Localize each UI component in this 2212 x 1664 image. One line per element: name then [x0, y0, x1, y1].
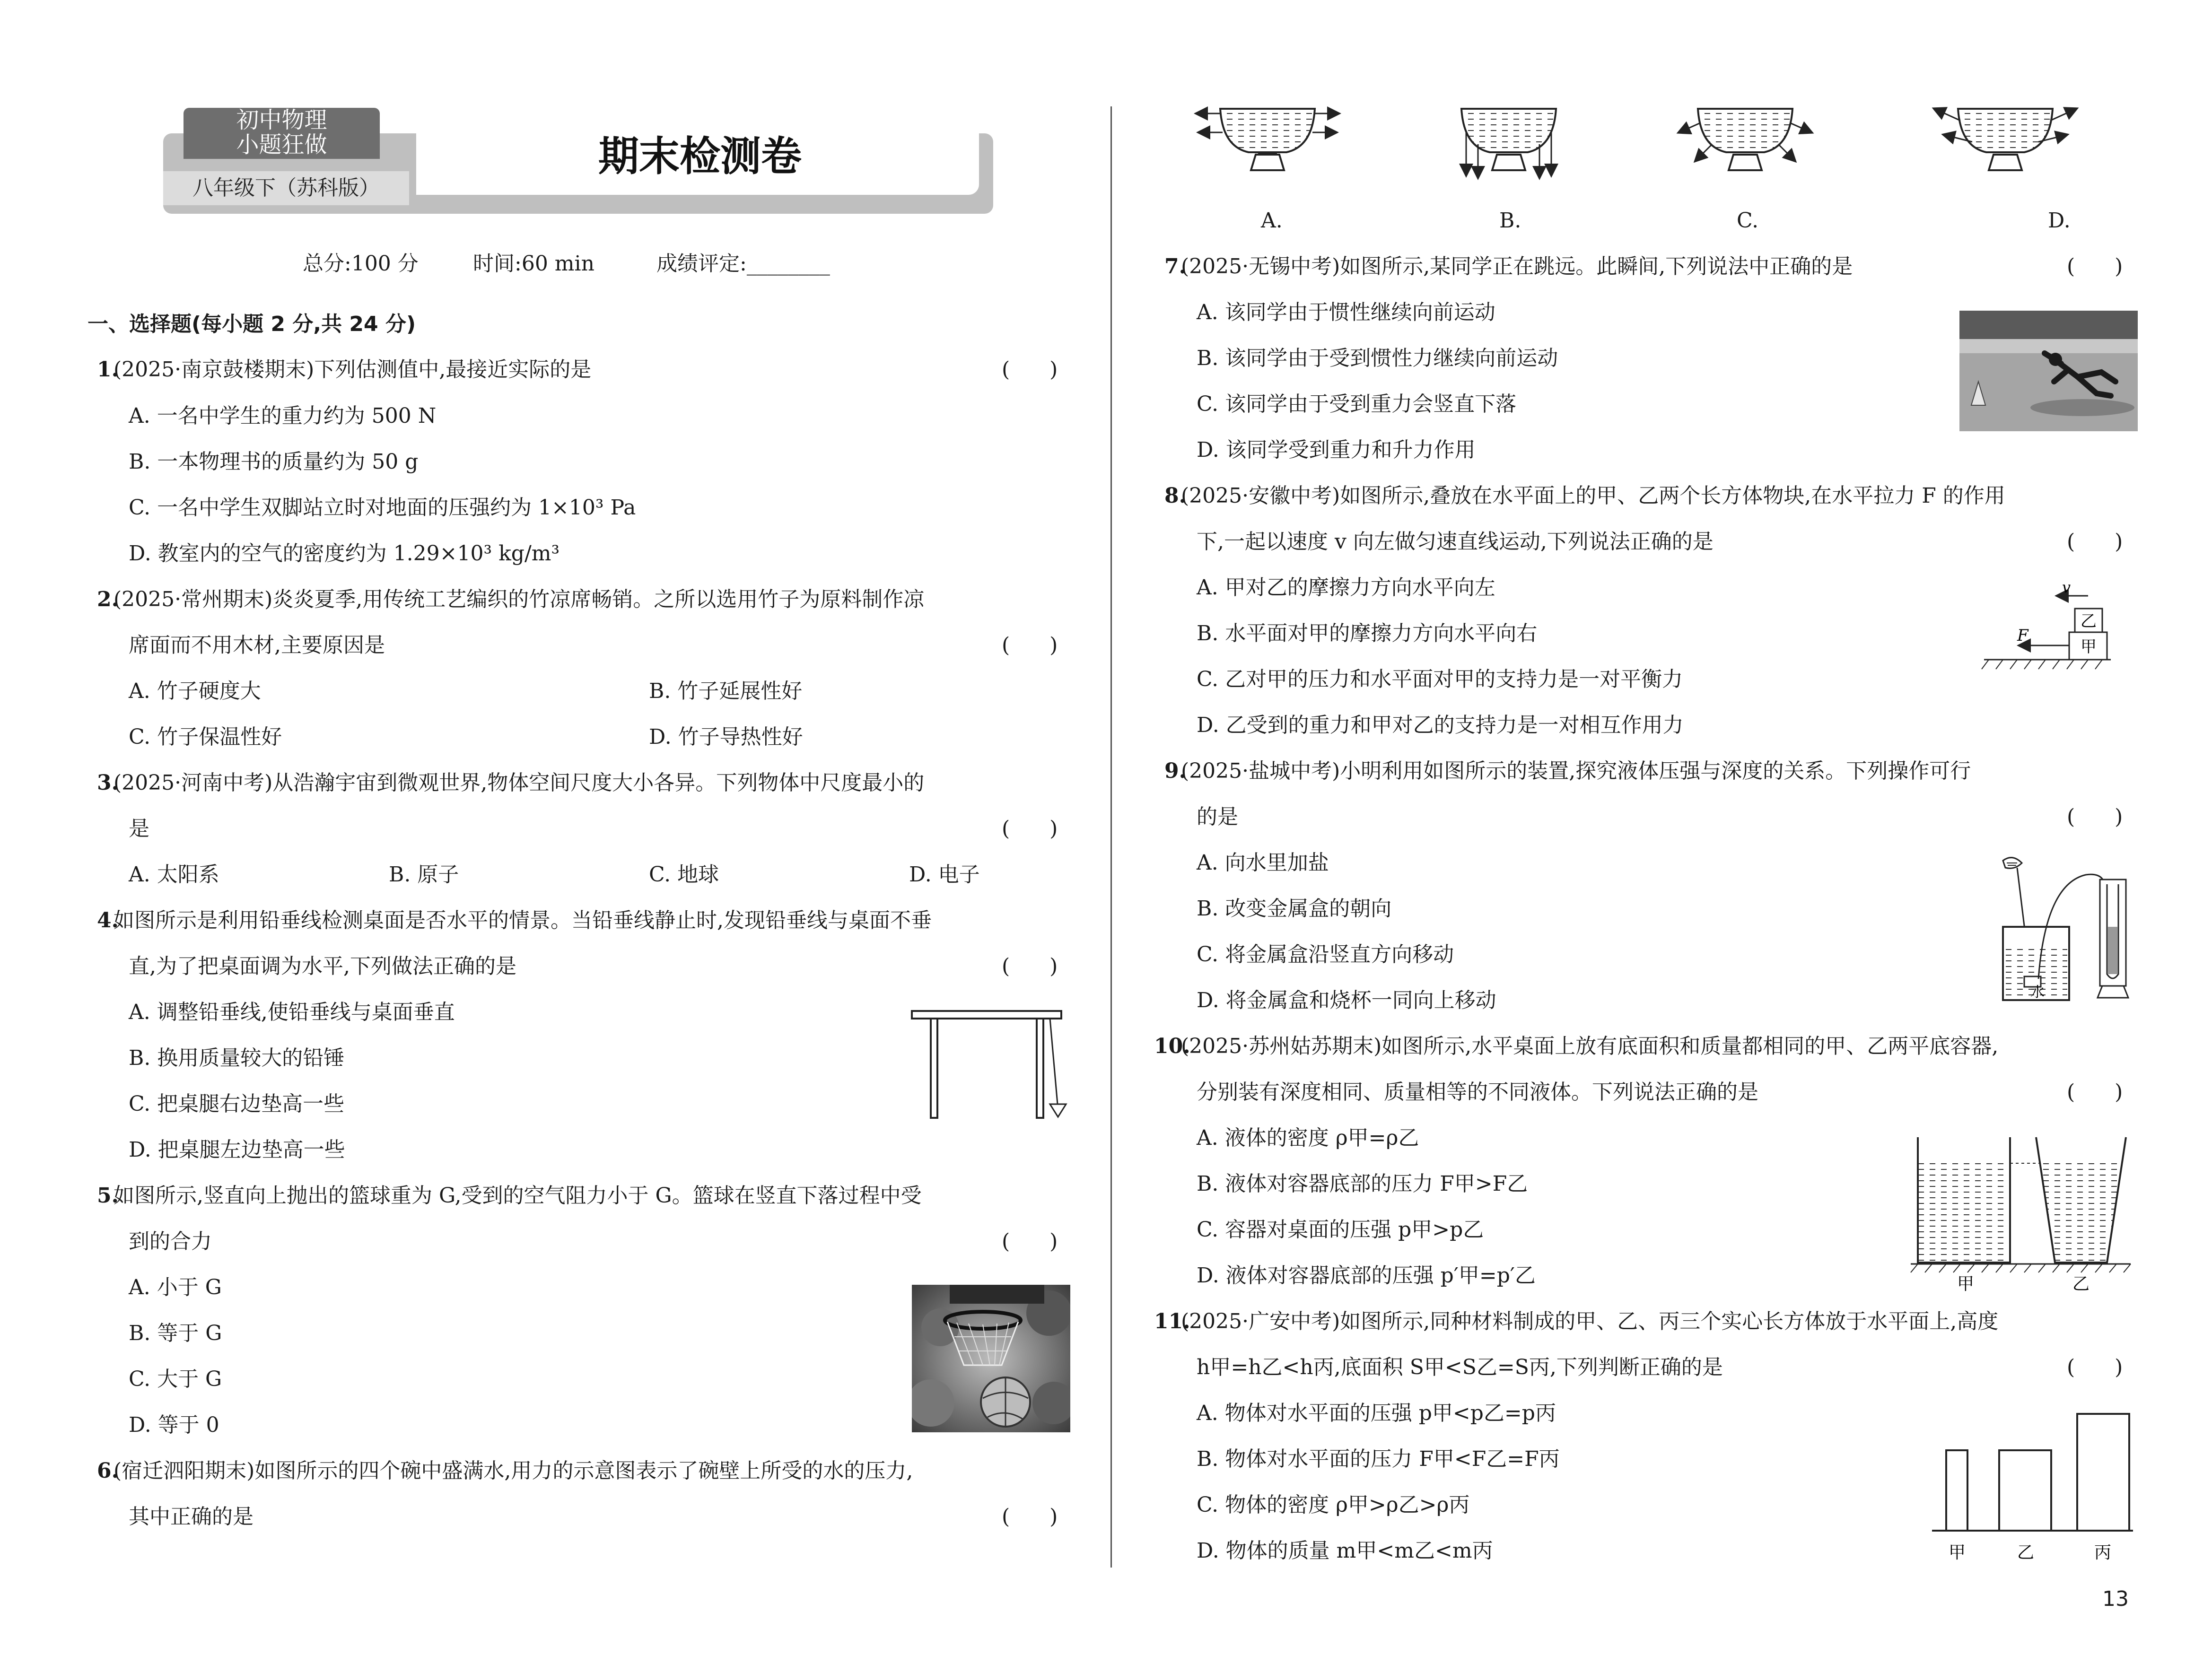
- q7-option-d: D. 该同学受到重力和升力作用: [1197, 438, 1476, 462]
- q8-option-d: D. 乙受到的重力和甲对乙的支持力是一对相互作用力: [1197, 713, 1684, 737]
- q8-option-c: C. 乙对甲的压力和水平面对甲的支持力是一对平衡力: [1197, 667, 1683, 691]
- q10-option-c: C. 容器对桌面的压强 p甲>p乙: [1197, 1218, 1484, 1242]
- q7-option-b: B. 该同学由于受到惯性力继续向前运动: [1197, 346, 1558, 370]
- q8-fig-top: 乙: [2081, 612, 2097, 631]
- q10-option-b: B. 液体对容器底部的压力 F甲>F乙: [1197, 1172, 1528, 1196]
- q1-option-a: A. 一名中学生的重力约为 500 N: [129, 404, 437, 428]
- q8-fig-f: F: [2017, 626, 2028, 645]
- q8-option-b: B. 水平面对甲的摩擦力方向水平向右: [1197, 621, 1538, 645]
- q2-stem-line2: 席面而不用木材,主要原因是: [129, 633, 385, 657]
- q3-number: 3.: [97, 771, 119, 795]
- q3-stem-line2: 是: [129, 817, 149, 841]
- q10-stem-line1: (2025·苏州姑苏期末)如图所示,水平桌面上放有底面积和质量都相同的甲、乙两平底容器,: [1181, 1034, 1999, 1058]
- q7-answer-paren[interactable]: ( ): [2067, 254, 2123, 279]
- q5-option-a: A. 小于 G: [129, 1275, 222, 1299]
- grade-label: 八年级下（苏科版）: [163, 171, 409, 205]
- q6-stem-line2: 其中正确的是: [129, 1505, 254, 1529]
- q6-bowls-figure: [1192, 99, 2119, 194]
- q4-option-a: A. 调整铅垂线,使铅垂线与桌面垂直: [129, 1000, 455, 1024]
- q9-answer-paren[interactable]: ( ): [2067, 805, 2123, 829]
- series-line2: 小题狂做: [236, 131, 327, 158]
- q5-number: 5.: [97, 1184, 119, 1208]
- q5-stem-line2: 到的合力: [129, 1229, 212, 1254]
- q7-option-c: C. 该同学由于受到重力会竖直下落: [1197, 392, 1517, 416]
- q11-fig-label-1: 甲: [1949, 1543, 1966, 1562]
- q1-stem: (2025·南京鼓楼期末)下列估测值中,最接近实际的是: [114, 357, 592, 382]
- q9-option-a: A. 向水里加盐: [1197, 851, 1329, 875]
- q10-answer-paren[interactable]: ( ): [2067, 1080, 2123, 1104]
- q11-number: 11.: [1154, 1309, 1190, 1333]
- q9-option-d: D. 将金属盒和烧杯一同向上移动: [1197, 988, 1496, 1012]
- q8-number: 8.: [1164, 484, 1186, 508]
- q8-blocks-figure: [1970, 579, 2112, 676]
- column-divider: [1110, 106, 1112, 1568]
- bowl-d-icon: [1934, 109, 2076, 170]
- q8-stem-line2: 下,一起以速度 v 向左做匀速直线运动,下列说法正确的是: [1197, 530, 1714, 554]
- q9-stem-line2: 的是: [1197, 805, 1238, 829]
- q10-fig-right: 乙: [2072, 1274, 2090, 1293]
- q10-fig-left: 甲: [1957, 1274, 1975, 1293]
- q9-stem-line1: (2025·盐城中考)小明利用如图所示的装置,探究液体压强与深度的关系。下列操作可行: [1181, 759, 1971, 783]
- q11-stem-line2: h甲=h乙<h丙,底面积 S甲<S乙=S丙,下列判断正确的是: [1197, 1355, 1723, 1379]
- q11-option-a: A. 物体对水平面的压强 p甲<p乙=p丙: [1197, 1401, 1556, 1425]
- q4-number: 4.: [97, 908, 119, 932]
- meta-grade-eval: 成绩评定:________: [656, 252, 830, 276]
- q6-number: 6.: [97, 1459, 119, 1483]
- q5-option-d: D. 等于 0: [129, 1413, 219, 1437]
- q4-stem-line2: 直,为了把桌面调为水平,下列做法正确的是: [129, 954, 516, 978]
- bowl-b-icon: [1461, 109, 1556, 177]
- q9-fig-water: 水: [2030, 984, 2045, 1001]
- q8-fig-v: v: [2062, 579, 2071, 596]
- q3-option-d: D. 电子: [909, 862, 980, 887]
- q9-manometer-figure: [1993, 856, 2135, 1007]
- q2-option-b: B. 竹子延展性好: [649, 679, 803, 703]
- q9-option-b: B. 改变金属盒的朝向: [1197, 897, 1392, 921]
- q10-option-a: A. 液体的密度 ρ甲=ρ乙: [1197, 1126, 1419, 1150]
- q8-stem-line1: (2025·安徽中考)如图所示,叠放在水平面上的甲、乙两个长方体物块,在水平拉力 F 的作用: [1181, 484, 2005, 508]
- q4-table-plumb-figure: [908, 1007, 1069, 1125]
- q7-long-jump-photo: [1959, 311, 2138, 431]
- q6-label-d: D.: [2048, 209, 2071, 233]
- q4-option-c: C. 把桌腿右边垫高一些: [129, 1092, 345, 1116]
- q10-option-d: D. 液体对容器底部的压强 p′甲=p′乙: [1197, 1263, 1536, 1288]
- q6-label-a: A.: [1261, 209, 1283, 233]
- q8-fig-bottom: 甲: [2081, 637, 2097, 656]
- bowl-a-icon: [1197, 109, 1338, 170]
- q5-stem-line1: 如图所示,竖直向上抛出的篮球重为 G,受到的空气阻力小于 G。篮球在竖直下落过程中受: [114, 1184, 922, 1208]
- q2-option-a: A. 竹子硬度大: [129, 679, 261, 703]
- q3-option-b: B. 原子: [389, 862, 459, 887]
- q4-option-d: D. 把桌腿左边垫高一些: [129, 1138, 345, 1162]
- series-line1: 初中物理: [236, 107, 327, 133]
- meta-time: 时间:60 min: [473, 252, 595, 276]
- page-title: 期末检测卷: [598, 133, 802, 180]
- q5-answer-paren[interactable]: ( ): [1002, 1229, 1058, 1254]
- q7-stem: (2025·无锡中考)如图所示,某同学正在跳远。此瞬间,下列说法中正确的是: [1181, 254, 1853, 279]
- q1-option-d: D. 教室内的空气的密度约为 1.29×10³ kg/m³: [129, 541, 560, 566]
- q10-containers-figure: [1906, 1133, 2133, 1293]
- q3-option-c: C. 地球: [649, 862, 719, 887]
- page-number: 13: [2102, 1587, 2129, 1611]
- meta-total: 总分:100 分: [303, 252, 419, 276]
- q2-stem-line1: (2025·常州期末)炎炎夏季,用传统工艺编织的竹凉席畅销。之所以选用竹子为原料制作凉: [114, 587, 925, 611]
- q8-option-a: A. 甲对乙的摩擦力方向水平向左: [1197, 575, 1495, 600]
- q2-answer-paren[interactable]: ( ): [1002, 633, 1058, 657]
- section-heading: 一、选择题(每小题 2 分,共 24 分): [87, 312, 416, 336]
- series-badge: [184, 108, 380, 159]
- q6-label-c: C.: [1737, 209, 1759, 233]
- q11-option-d: D. 物体的质量 m甲<m乙<m丙: [1197, 1539, 1493, 1563]
- q10-number: 10.: [1154, 1034, 1190, 1058]
- q3-answer-paren[interactable]: ( ): [1002, 817, 1058, 841]
- q3-stem-line1: (2025·河南中考)从浩瀚宇宙到微观世界,物体空间尺度大小各异。下列物体中尺度最小的: [114, 771, 925, 795]
- q2-option-d: D. 竹子导热性好: [649, 725, 803, 749]
- q1-answer-paren[interactable]: ( ): [1002, 357, 1058, 382]
- q4-answer-paren[interactable]: ( ): [1002, 954, 1058, 978]
- q11-blocks-figure: [1925, 1407, 2133, 1570]
- q9-number: 9.: [1164, 759, 1186, 783]
- q2-option-c: C. 竹子保温性好: [129, 725, 282, 749]
- q10-stem-line2: 分别装有深度相同、质量相等的不同液体。下列说法正确的是: [1197, 1080, 1758, 1104]
- q6-label-b: B.: [1499, 209, 1521, 233]
- q7-number: 7.: [1164, 254, 1186, 279]
- bowl-c-icon: [1679, 109, 1811, 170]
- q11-stem-line1: (2025·广安中考)如图所示,同种材料制成的甲、乙、丙三个实心长方体放于水平面上,高度: [1181, 1309, 1999, 1333]
- q8-answer-paren[interactable]: ( ): [2067, 530, 2123, 554]
- q1-number: 1.: [97, 357, 119, 382]
- q11-fig-label-3: 丙: [2094, 1543, 2112, 1562]
- q11-answer-paren[interactable]: ( ): [2067, 1355, 2123, 1379]
- q11-option-c: C. 物体的密度 ρ甲>ρ乙>ρ丙: [1197, 1493, 1470, 1517]
- q1-option-c: C. 一名中学生双脚站立时对地面的压强约为 1×10³ Pa: [129, 496, 636, 520]
- q3-option-a: A. 太阳系: [129, 862, 219, 887]
- q4-option-b: B. 换用质量较大的铅锤: [129, 1046, 345, 1070]
- q1-option-b: B. 一本物理书的质量约为 50 g: [129, 450, 419, 474]
- q7-option-a: A. 该同学由于惯性继续向前运动: [1197, 300, 1495, 324]
- q9-option-c: C. 将金属盒沿竖直方向移动: [1197, 942, 1454, 967]
- q6-answer-paren[interactable]: ( ): [1002, 1505, 1058, 1529]
- q6-stem-line1: (宿迁泗阳期末)如图所示的四个碗中盛满水,用力的示意图表示了碗壁上所受的水的压力,: [114, 1459, 913, 1483]
- q2-number: 2.: [97, 587, 119, 611]
- q11-fig-label-2: 乙: [2017, 1543, 2035, 1562]
- q5-option-c: C. 大于 G: [129, 1367, 222, 1391]
- q5-option-b: B. 等于 G: [129, 1321, 222, 1345]
- q5-basketball-photo: [912, 1285, 1070, 1432]
- q11-option-b: B. 物体对水平面的压力 F甲<F乙=F丙: [1197, 1447, 1560, 1471]
- q4-stem-line1: 如图所示是利用铅垂线检测桌面是否水平的情景。当铅垂线静止时,发现铅垂线与桌面不垂: [114, 908, 932, 932]
